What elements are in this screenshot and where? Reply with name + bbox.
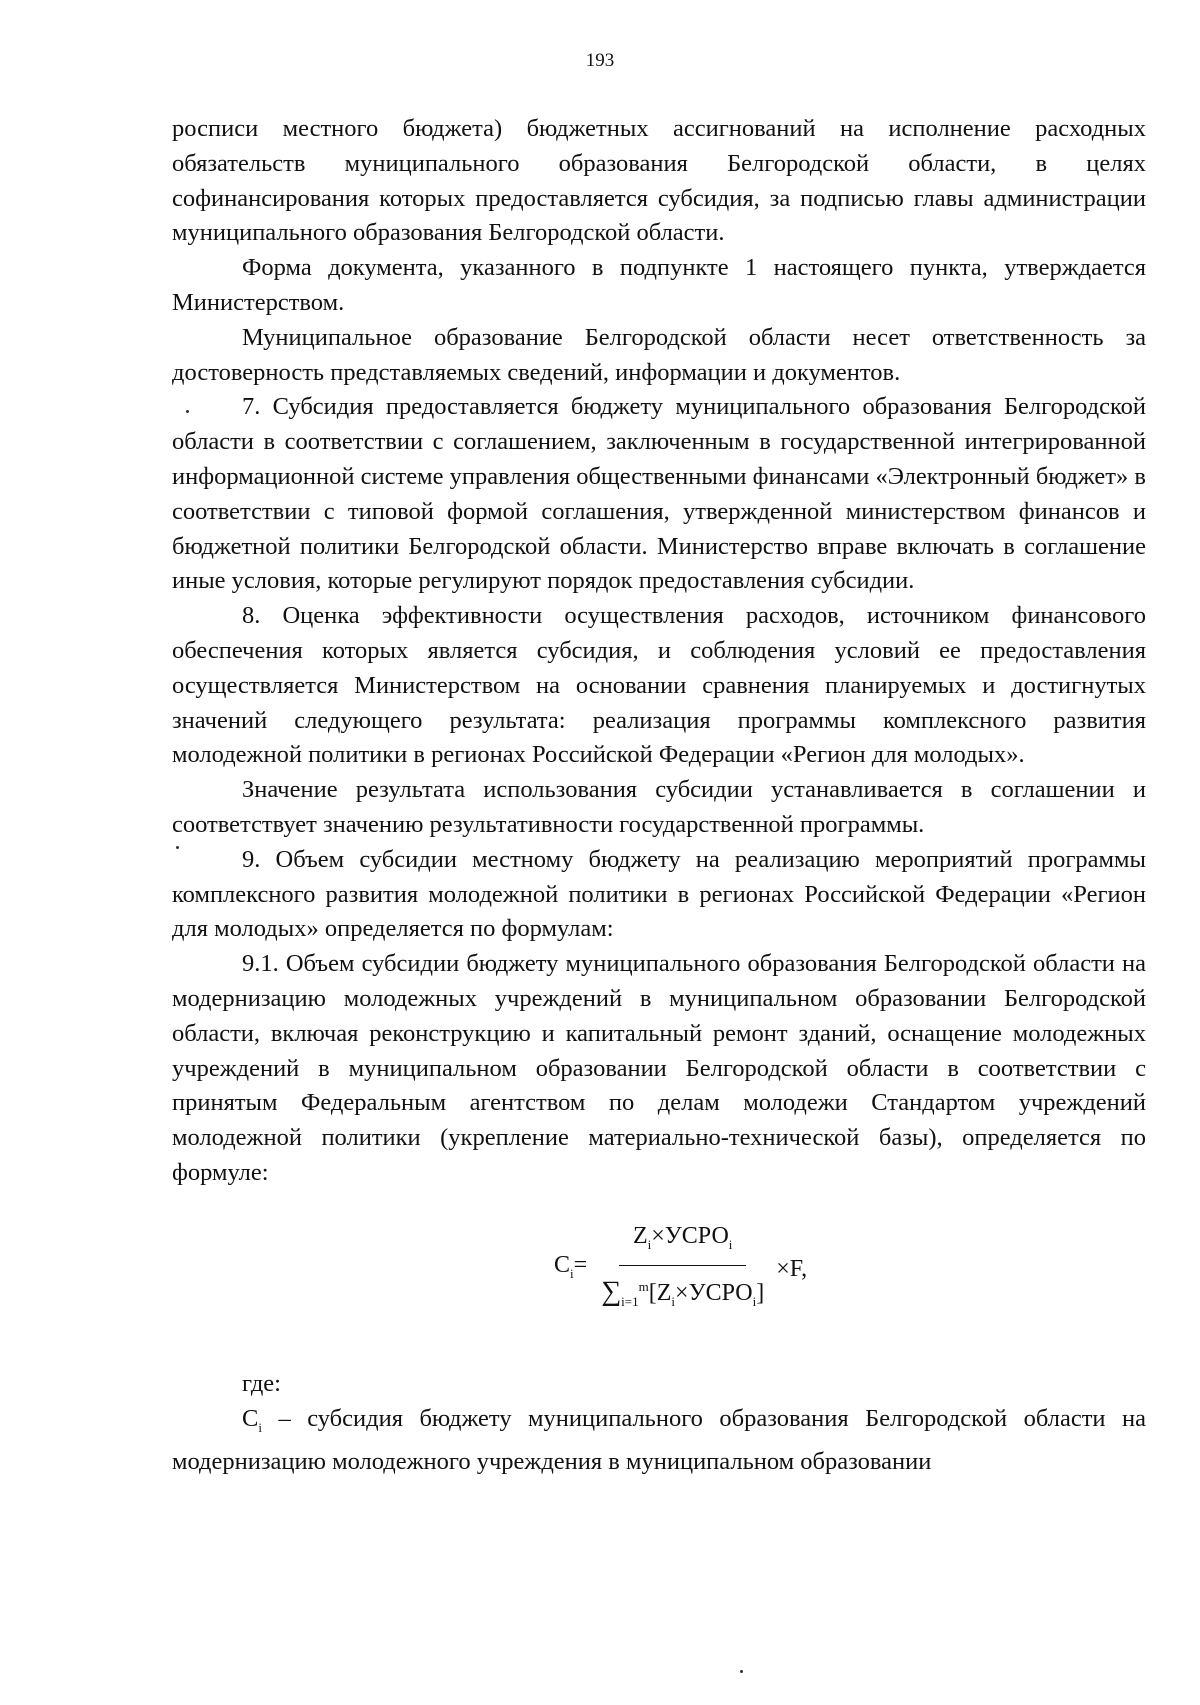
scan-speck (740, 1670, 743, 1673)
paragraph-item-7: 7. Субсидия предоставляется бюджету муниципального образования Белгородской области в соответствии с соглашением, заключенным в государственной интегрированной информационной системе управления общественными финансами «Электронный бюджет» в соответствии с типовой формой соглашения, утвержденной министерством финансов и бюджетной политики Белгородской области. Министерство вправе включать в соглашение иные условия, которые регулируют порядок предоставления субсидии. (172, 393, 1146, 595)
paragraph: Значение результата использования субсидии устанавливается в соглашении и соответствует значению результативности государственной программы. (172, 776, 1146, 838)
where-label: где: (242, 1369, 281, 1397)
scan-speck (176, 846, 179, 849)
paragraph-item-8: 8. Оценка эффективности осуществления расходов, источником финансового обеспечения которых является субсидия, и соблюдения условий ее предоставления осуществляется Министерством на основании сравнения планируемых и достигнутых значений следующего результата: реализация программы комплексного развития молодежной политики в регионах Российской Федерации «Регион для молодых». (172, 602, 1146, 769)
formula-fraction (595, 1219, 770, 1320)
definition-ci: $C_i$ – субсидия бюджету муниципального образования Белгородской области на модернизацию молодежного учреждения в муниципальном образовании (172, 1404, 1146, 1476)
subsidy-formula (172, 1213, 1146, 1309)
paragraph-item-9: 9. Объем субсидии местному бюджету на реализацию мероприятий программы комплексного развития молодежной политики в регионах Российской Федерации «Регион для молодых» определяется по формулам: (172, 845, 1146, 943)
paragraph-item-9-1: 9.1. Объем субсидии бюджету муниципального образования Белгородской области на модернизацию молодежных учреждений в муниципальном образовании Белгородской области, включая реконструкцию и капитальный ремонт зданий, оснащение молодежных учреждений в муниципальном образовании Белгородской области в соответствии с принятым Федеральным агентством по делам молодежи Стандартом учреждений молодежной политики (укрепление материально-технической базы), определяется по формуле: (172, 950, 1146, 1186)
scan-speck (186, 410, 189, 413)
document-body (172, 112, 1146, 1480)
paragraph: Муниципальное образование Белгородской области несет ответственность за достоверность представляемых сведений, информации и документов. (172, 323, 1146, 386)
paragraph: росписи местного бюджета) бюджетных ассигнований на исполнение расходных обязательств муниципального образования Белгородской области, в целях софинансирования которых предоставляется субсидия, за подписью главы администрации муниципального образования Белгородской области. (172, 115, 1146, 247)
page-number: 193 (585, 50, 615, 71)
formula-numerator: $Z_i\times УСРО_i$ (619, 1219, 746, 1267)
formula-denominator: $\sum_{i=1}^m[Z_i\times УСРО_i]$ (601, 1276, 765, 1310)
paragraph: Форма документа, указанного в подпункте 1 настоящего пункта, утверждается Министерством. (172, 254, 1146, 316)
formula-rhs: ×F, (776, 1255, 808, 1282)
formula-lhs: $C_i=$ (554, 1251, 588, 1281)
